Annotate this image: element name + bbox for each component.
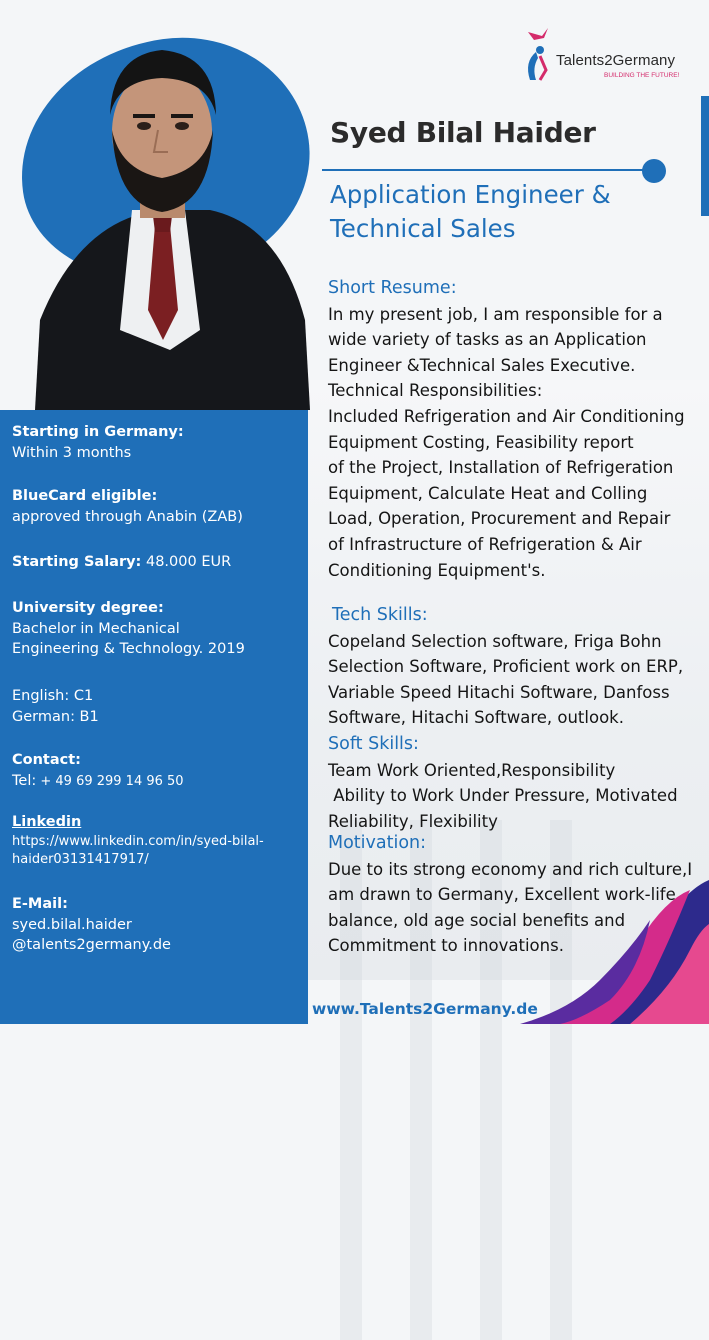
resume-line: Equipment Costing, Feasibility report <box>328 432 634 452</box>
title-divider <box>322 169 652 171</box>
linkedin-link-line[interactable]: https://www.linkedin.com/in/syed-bilal- <box>12 833 264 849</box>
candidate-photo <box>20 20 320 410</box>
tel-value[interactable]: + 49 69 299 14 96 50 <box>36 773 184 789</box>
resume-line: Equipment, Calculate Heat and Colling <box>328 483 648 503</box>
email-line[interactable]: syed.bilal.haider <box>12 916 132 933</box>
bluecard-block <box>12 486 243 527</box>
email-line[interactable]: @talents2germany.de <box>12 937 171 953</box>
motivation-line: balance, old age social benefits and <box>328 910 626 930</box>
resume-line: Conditioning Equipment's. <box>328 560 546 580</box>
soft-skills-line: Team Work Oriented,Responsibility <box>328 760 616 780</box>
tech-skills-heading: Tech Skills: <box>332 605 428 625</box>
tech-skills-line: Variable Speed Hitachi Software, Danfoss <box>328 682 670 702</box>
soft-skills-heading: Soft Skills: <box>328 734 419 754</box>
soft-skills-line: Ability to Work Under Pressure, Motivated <box>328 786 678 806</box>
resume-section <box>328 276 700 583</box>
contact-label: Contact: <box>12 752 81 768</box>
motivation-line: am drawn to Germany, Excellent work-life <box>328 885 676 905</box>
linkedin-block <box>12 812 264 869</box>
tech-skills-section <box>328 603 700 731</box>
info-panel <box>0 410 308 1024</box>
resume-line: of the Project, Installation of Refrigeration <box>328 458 674 478</box>
soft-skills-section <box>328 732 700 834</box>
motivation-heading: Motivation: <box>328 833 427 853</box>
start-value: Within 3 months <box>12 444 132 461</box>
email-link[interactable] <box>12 915 171 956</box>
website-link[interactable]: www.Talents2Germany.de <box>312 1000 538 1018</box>
resume-line: Load, Operation, Procurement and Repair <box>328 509 671 529</box>
email-label: E-Mail: <box>12 896 68 912</box>
tech-skills-line: Selection Software, Proficient work on ERP, <box>328 657 684 677</box>
bluecard-value: approved through Anabin (ZAB) <box>12 508 243 525</box>
start-label: Starting in Germany: <box>12 424 184 440</box>
job-title-line: Technical Sales <box>330 214 516 243</box>
salary-value: 48.000 EUR <box>141 554 232 570</box>
resume-heading: Short Resume: <box>328 278 457 298</box>
english-label: English: <box>12 688 70 704</box>
job-title-line: Application Engineer & <box>330 180 611 209</box>
german-label: German: <box>12 708 75 725</box>
job-title <box>330 178 680 246</box>
resume-line: Included Refrigeration and Air Conditioning <box>328 406 685 426</box>
language-block <box>12 686 99 727</box>
logo-wordmark: Talents2Germany <box>556 52 676 69</box>
edge-accent-bar <box>701 96 709 216</box>
logo-tagline: BUILDING THE FUTURE! <box>604 72 680 79</box>
linkedin-link[interactable] <box>12 833 264 869</box>
degree-line: Bachelor in Mechanical <box>12 620 180 637</box>
tel-label: Tel: <box>12 772 37 789</box>
degree-label: University degree: <box>12 600 164 616</box>
german-value: B1 <box>74 708 99 725</box>
email-block <box>12 894 171 956</box>
tech-skills-line: Software, Hitachi Software, outlook. <box>328 708 624 728</box>
start-block <box>12 422 184 463</box>
salary-block <box>12 552 231 573</box>
resume-line: of Infrastructure of Refrigeration & Air <box>328 534 642 554</box>
degree-line: Engineering & Technology. 2019 <box>12 641 245 657</box>
resume-line: wide variety of tasks as an Application <box>328 330 647 350</box>
resume-line: Engineer &Technical Sales Executive. <box>328 355 636 375</box>
english-value: C1 <box>69 688 94 704</box>
salary-label: Starting Salary: <box>12 554 142 570</box>
resume-line: Technical Responsibilities: <box>328 381 543 401</box>
decorative-swirl <box>520 860 709 1024</box>
motivation-line: Due to its strong economy and rich culture,I <box>328 859 693 879</box>
resume-line: In my present job, I am responsible for a <box>328 304 663 324</box>
linkedin-label: Linkedin <box>12 814 82 830</box>
contact-block <box>12 750 184 792</box>
degree-block <box>12 598 245 660</box>
soft-skills-line: Reliability, Flexibility <box>328 811 498 831</box>
tech-skills-line: Copeland Selection software, Friga Bohn <box>328 631 662 651</box>
motivation-line: Commitment to innovations. <box>328 936 564 956</box>
bluecard-label: BlueCard eligible: <box>12 488 158 504</box>
linkedin-link-line[interactable]: haider03131417917/ <box>12 851 149 867</box>
candidate-name: Syed Bilal Haider <box>330 116 596 149</box>
